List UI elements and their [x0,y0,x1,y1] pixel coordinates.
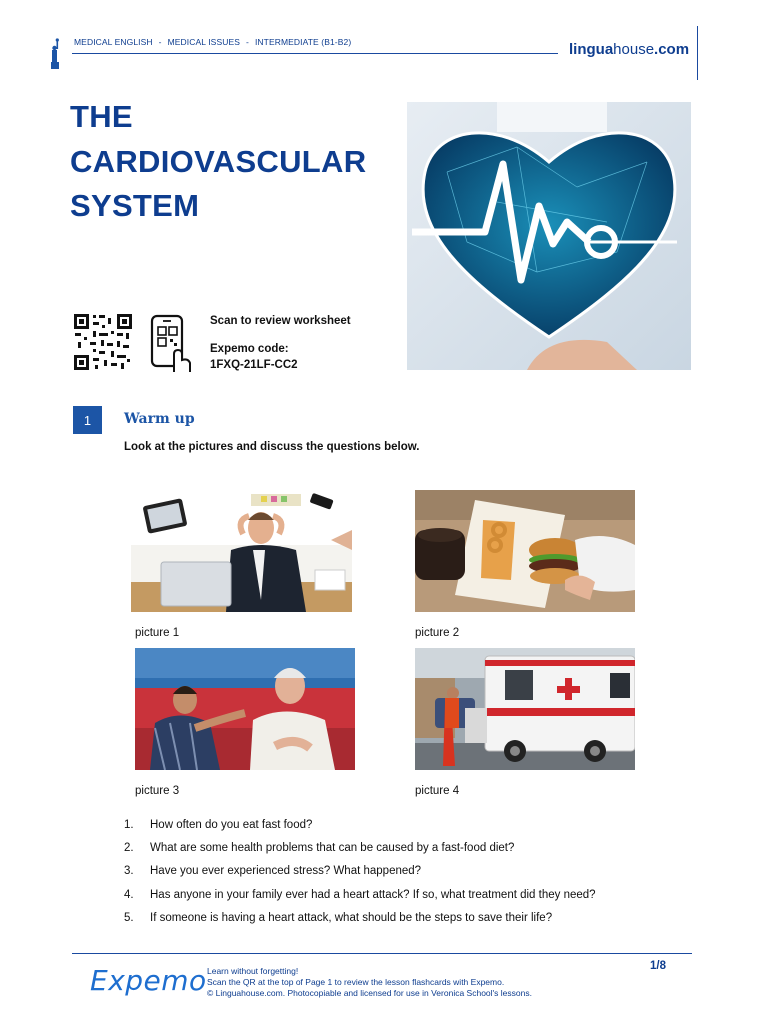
question-number: 5. [124,911,134,924]
breadcrumb: MEDICAL ENGLISH - MEDICAL ISSUES - INTERMEDIATE (B1-B2) [74,37,352,47]
question-number: 4. [124,888,134,901]
picture-3-heart-attack [135,648,355,770]
question-list [124,819,596,935]
expemo-code-label: Expemo code: [210,343,289,355]
question-item [124,842,596,865]
question-text: What are some health problems that can be caused by a fast-food diet? [150,842,515,855]
section-number-badge: 1 [73,406,102,434]
question-item [124,819,596,842]
header-vertical-divider [697,26,698,80]
question-text: Has anyone in your family ever had a heart attack? If so, what treatment did they need? [150,888,596,901]
picture-1-stressed-office-worker [131,490,352,612]
footer-qr-note: Scan the QR at the top of Page 1 to review the lesson flashcards with Expemo. [207,977,505,988]
hero-heart-image [407,102,691,370]
title-line: THE [70,99,133,134]
page-title [70,95,366,229]
title-line: CARDIOVASCULAR [70,143,367,179]
statue-of-liberty-icon [44,38,64,70]
breadcrumb-item[interactable]: MEDICAL ISSUES [167,37,241,47]
title-line: SYSTEM [70,188,200,223]
section-instruction: Look at the pictures and discuss the questions below. [124,441,420,453]
expemo-logo[interactable]: Expemo [90,964,207,997]
question-text: If someone is having a heart attack, what should be the steps to save their life? [150,911,553,924]
question-item [124,889,596,912]
qr-code[interactable] [73,313,133,371]
page-number: 1/8 [650,960,666,972]
question-text: Have you ever experienced stress? What happened? [150,865,422,878]
phone-scan-icon [150,314,192,372]
breadcrumb-item[interactable]: INTERMEDIATE (B1-B2) [254,37,352,47]
scan-review-text: Scan to review worksheet [210,315,351,327]
question-item [124,865,596,888]
question-item [124,912,596,935]
scan-instructions [210,313,351,373]
section-title: Warm up [124,411,195,427]
header-divider [72,53,558,54]
breadcrumb-item[interactable]: MEDICAL ENGLISH [74,37,153,47]
picture-2-fast-food [415,490,635,612]
picture-4-ambulance [415,648,635,770]
picture-caption: picture 3 [135,785,180,797]
question-number: 2. [124,842,134,855]
footer-divider [72,953,692,954]
picture-caption: picture 1 [135,627,180,639]
picture-caption: picture 4 [415,785,460,797]
question-number: 1. [124,819,134,831]
footer-license: © Linguahouse.com. Photocopiable and licensed for use in Veronica School's lessons. [207,988,532,999]
footer-text [207,966,532,1000]
picture-caption: picture 2 [415,627,460,639]
expemo-code: 1FXQ-21LF-CC2 [210,359,298,371]
brand-logo[interactable]: linguahouse.com [569,41,690,58]
question-number: 3. [124,865,134,878]
question-text: How often do you eat fast food? [150,819,313,831]
footer-tagline: Learn without forgetting! [207,966,299,976]
